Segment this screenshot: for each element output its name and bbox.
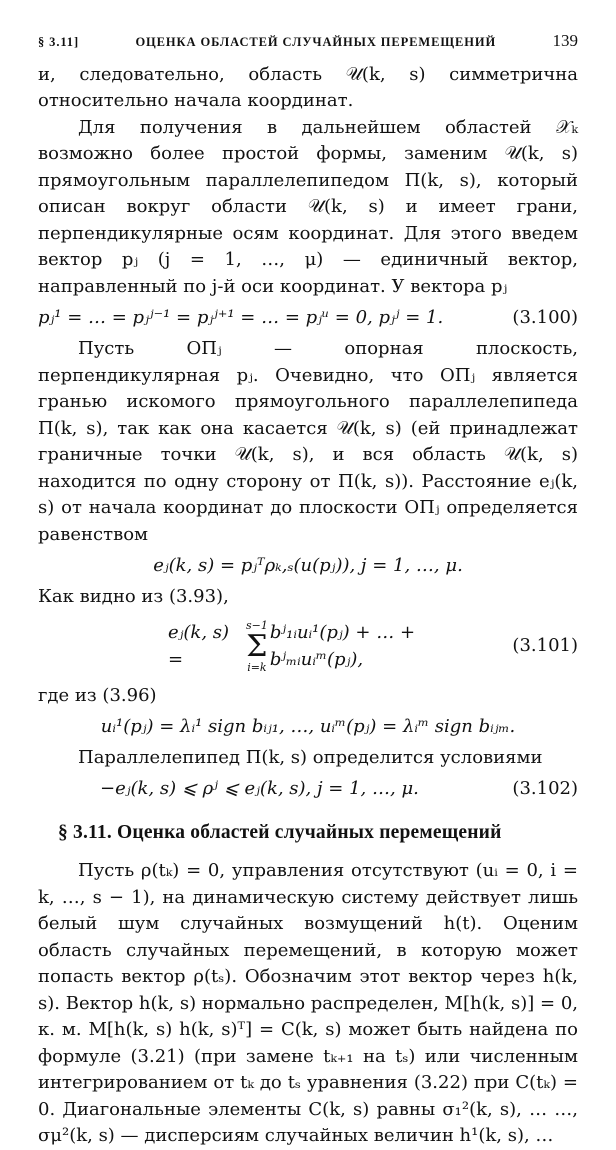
equation-distance-body: eⱼ(k, s) = pⱼᵀρₖ,ₛ(u(pⱼ)), j = 1, …, μ. [153, 554, 463, 576]
equation-3-101-expression [168, 619, 496, 675]
equation-3-101 [38, 615, 578, 679]
header-section-ref: § 3.11] [38, 35, 80, 49]
equation-3-102-body: −eⱼ(k, s) ⩽ ρʲ ⩽ eⱼ(k, s), j = 1, …, μ. [100, 778, 419, 800]
running-header [38, 28, 578, 56]
summation-sign [246, 619, 268, 675]
paragraph-symmetry: и, следовательно, область 𝒰(k, s) симметрична относительно начала координат. [38, 63, 578, 111]
equation-3-100 [38, 304, 578, 332]
summation-upper-limit: s−1 [245, 618, 268, 632]
paragraph-as-seen: Как видно из (3.93), [38, 586, 229, 607]
page-number: 139 [552, 31, 578, 50]
equation-3-102 [38, 776, 578, 804]
header-running-title: ОЦЕНКА ОБЛАСТЕЙ СЛУЧАЙНЫХ ПЕРЕМЕЩЕНИЙ [135, 35, 497, 49]
paragraph-where-from: где из (3.96) [38, 684, 157, 706]
equation-controls [38, 713, 578, 741]
equation-distance [38, 552, 578, 580]
paragraph-support-plane: Пусть ОΠⱼ — опорная плоскость, перпендикулярная pⱼ. Очевидно, что ОΠⱼ является гранью искомого прямоугольного параллелепипеда Π(k, s), так как она касается 𝒰(k, s) (ей принадлежат граничные точки 𝒰(k, s), и вся область 𝒰(k, s) находится по одну сторону от Π(k, s)). Расстояние eⱼ(k, s) от начала координат до плоскости ОΠⱼ определяется равенством [38, 338, 578, 545]
equation-3-101-rhs: bʲ₁ᵢuᵢ¹(pⱼ) + … + bʲₘᵢuᵢᵐ(pⱼ), [269, 622, 416, 670]
equation-3-102-number: (3.102) [512, 778, 578, 800]
paragraph-conditions: Параллелепипед Π(k, s) определится условиями [78, 747, 543, 768]
paragraph-random-displacements: Пусть ρ(tₖ) = 0, управления отсутствуют (uᵢ = 0, i = k, …, s − 1), на динамическую систему действует лишь белый шум случайных возмущений h(t). Оценим область случайных перемещений, в которую может попасть вектор ρ(tₛ). Обозначим этот вектор через h(k, s). Вектор h(k, s) нормально распределен, M[h(k, s)] = 0, к. м. M[h(k, s) h(k, s)ᵀ] = C(k, s) может быть найдена по формуле (3.21) (при замене tₖ₊₁ на tₛ) или численным интегрированием от tₖ до tₛ уравнения (3.22) при C(tₖ) = 0. Диагональные элементы C(k, s) равны σ₁²(k, s), … …, σμ²(k, s) — дисперсиям случайных величин h¹(k, s), … [38, 860, 578, 1146]
summation-symbol: Σ [246, 628, 268, 664]
section-heading: § 3.11. Оценка областей случайных перемещений [58, 821, 502, 843]
equation-3-101-lhs: eⱼ(k, s) = [168, 622, 230, 670]
equation-3-101-number: (3.101) [512, 635, 578, 657]
equation-controls-body: uᵢ¹(pⱼ) = λᵢ¹ sign bᵢⱼ₁, …, uᵢᵐ(pⱼ) = λᵢᵐ sign bᵢⱼₘ. [100, 715, 516, 737]
paragraph-parallelepiped: Для получения в дальнейшем областей 𝒳ₖ возможно более простой формы, заменим 𝒰(k, s) прямоугольным параллелепипедом Π(k, s), который описан вокруг области 𝒰(k, s) и имеет грани, перпендикулярные осям координат. Для этого введем вектор pⱼ (j = 1, …, μ) — единичный вектор, направленный по j-й оси координат. У вектора pⱼ [38, 116, 578, 297]
equation-3-100-body: pⱼ¹ = … = pⱼʲ⁻¹ = pⱼʲ⁺¹ = … = pⱼᵘ = 0, pⱼʲ = 1. [38, 306, 444, 328]
book-page [38, 28, 578, 1150]
summation-lower-limit: i=k [247, 660, 267, 674]
equation-3-100-number: (3.100) [512, 306, 578, 328]
